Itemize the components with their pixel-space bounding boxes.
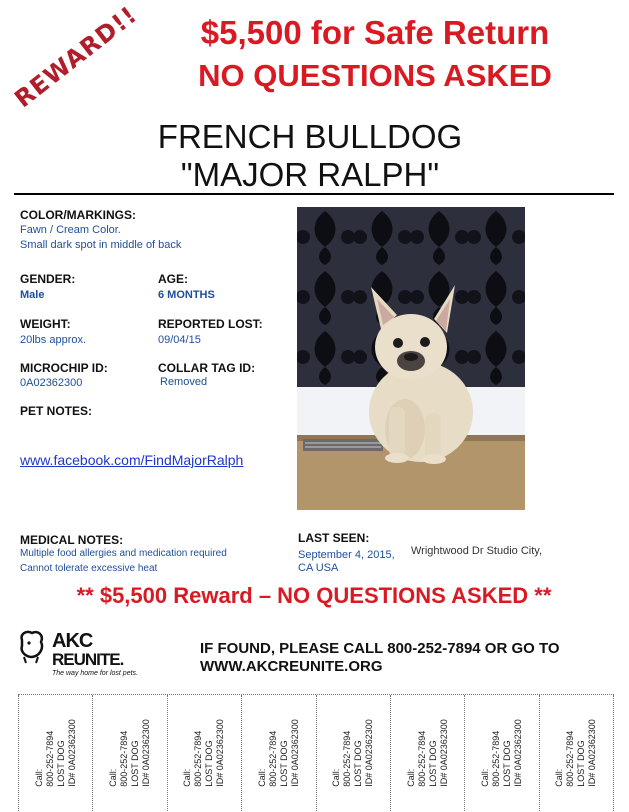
tab-phone: 800-252-7894 — [119, 730, 130, 787]
tab-lost: LOST DOG — [130, 740, 141, 787]
tab-id: ID# 0A02362300 — [587, 719, 598, 787]
tab-id: ID# 0A02362300 — [215, 719, 226, 787]
tab-id: ID# 0A02362300 — [289, 719, 300, 787]
bottom-reward-banner: ** $5,500 Reward – NO QUESTIONS ASKED ** — [76, 583, 552, 608]
tab-call: Call: — [256, 768, 267, 787]
tab-call: Call: — [554, 768, 565, 787]
gender-value: Male — [20, 289, 45, 301]
last-seen-label: LAST SEEN: — [298, 531, 370, 545]
microchip-value: 0A02362300 — [20, 377, 83, 389]
header-divider — [14, 193, 614, 195]
weight-value: 20lbs approx. — [20, 334, 87, 346]
call-line-2: WWW.AKCREUNITE.ORG — [200, 658, 383, 675]
tab-call: Call: — [331, 768, 342, 787]
tab-lost: LOST DOG — [501, 740, 512, 787]
medical-line-1: Multiple food allergies and medication required — [20, 548, 227, 559]
last-seen-place: Wrightwood Dr Studio City, — [411, 545, 543, 557]
reunite-wordmark: REUNITE. — [52, 650, 124, 669]
tab-phone: 800-252-7894 — [44, 730, 55, 787]
tear-off-tab[interactable] — [168, 695, 242, 811]
last-seen-date: September 4, 2015, — [298, 549, 395, 561]
tab-id: ID# 0A02362300 — [364, 719, 375, 787]
color-value-2: Small dark spot in middle of back — [20, 239, 182, 251]
tab-lost: LOST DOG — [353, 740, 364, 787]
medical-label: MEDICAL NOTES: — [20, 533, 124, 547]
gender-label: GENDER: — [20, 272, 76, 286]
tab-phone: 800-252-7894 — [565, 730, 576, 787]
breed-name: FRENCH BULLDOG — [157, 118, 463, 155]
tab-phone: 800-252-7894 — [267, 730, 278, 787]
microchip-label: MICROCHIP ID: — [20, 361, 108, 375]
no-questions-headline: NO QUESTIONS ASKED — [198, 58, 552, 93]
tab-lost: LOST DOG — [55, 740, 66, 787]
tab-call: Call: — [108, 768, 119, 787]
tear-off-tab[interactable] — [540, 695, 614, 811]
tear-off-tab[interactable] — [242, 695, 316, 811]
medical-line-2: Cannot tolerate excessive heat — [20, 563, 158, 574]
reported-value: 09/04/15 — [158, 334, 201, 346]
age-label: AGE: — [158, 272, 188, 286]
tab-phone: 800-252-7894 — [342, 730, 353, 787]
tab-lost: LOST DOG — [278, 740, 289, 787]
tab-phone: 800-252-7894 — [416, 730, 427, 787]
color-value-1: Fawn / Cream Color. — [20, 224, 121, 236]
last-seen-place-2: CA USA — [298, 562, 339, 574]
color-label: COLOR/MARKINGS: — [20, 208, 136, 222]
tab-id: ID# 0A02362300 — [66, 719, 77, 787]
french-bulldog-photo — [297, 207, 525, 510]
tear-off-tab[interactable] — [465, 695, 539, 811]
pet-notes-label: PET NOTES: — [20, 404, 93, 418]
tab-lost: LOST DOG — [427, 740, 438, 787]
collar-label: COLLAR TAG ID: — [158, 361, 256, 375]
tear-off-tab[interactable] — [391, 695, 465, 811]
akc-reunite-logo — [18, 628, 148, 684]
tab-call: Call: — [33, 768, 44, 787]
dog-photo — [297, 207, 525, 510]
tab-lost: LOST DOG — [576, 740, 587, 787]
contact-info — [200, 640, 610, 676]
tab-phone: 800-252-7894 — [193, 730, 204, 787]
tab-lost: LOST DOG — [204, 740, 215, 787]
tab-call: Call: — [182, 768, 193, 787]
age-value: 6 MONTHS — [158, 289, 215, 301]
tab-id: ID# 0A02362300 — [438, 719, 449, 787]
dog-name: "MAJOR RALPH" — [180, 156, 440, 193]
reward-stamp: REWARD!! — [9, 0, 143, 114]
facebook-link[interactable]: www.facebook.com/FindMajorRalph — [20, 452, 244, 468]
tear-off-tab[interactable] — [93, 695, 167, 811]
collar-value: Removed — [160, 376, 208, 388]
reward-headline: $5,500 for Safe Return — [200, 14, 550, 51]
weight-label: WEIGHT: — [20, 317, 71, 331]
dog-silhouette-icon — [18, 630, 46, 664]
tab-id: ID# 0A02362300 — [512, 719, 523, 787]
call-line-1: IF FOUND, PLEASE CALL 800-252-7894 OR GO TO — [200, 640, 560, 657]
akc-wordmark: AKC — [52, 630, 93, 652]
tab-phone: 800-252-7894 — [490, 730, 501, 787]
akc-tagline: The way home for lost pets. — [52, 670, 138, 677]
breed-title — [100, 118, 520, 194]
tab-call: Call: — [405, 768, 416, 787]
tear-off-tab[interactable] — [18, 695, 93, 811]
tear-off-tabs — [18, 694, 614, 811]
tear-off-tab[interactable] — [317, 695, 391, 811]
reported-label: REPORTED LOST: — [158, 317, 263, 331]
tab-id: ID# 0A02362300 — [141, 719, 152, 787]
tab-call: Call: — [479, 768, 490, 787]
